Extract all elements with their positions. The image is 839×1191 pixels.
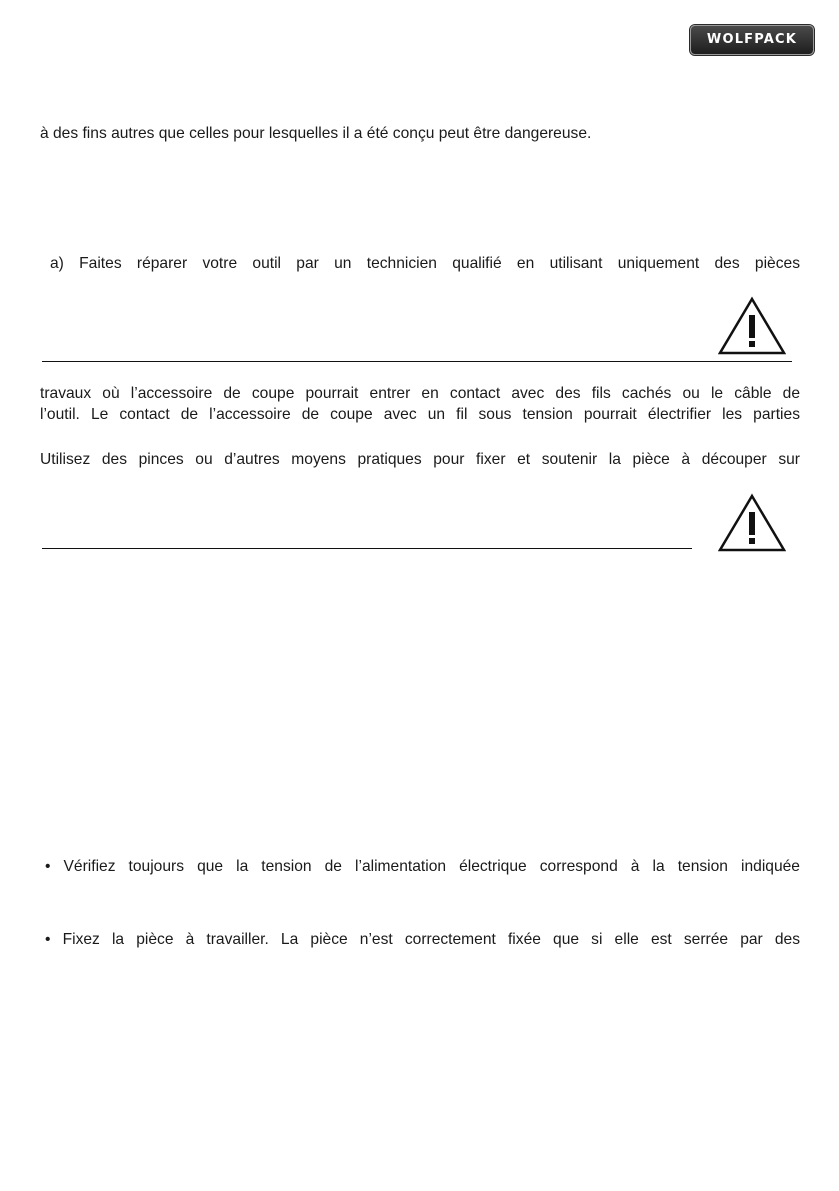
text-line-1: à des fins autres que celles pour lesquelles il a été conçu peut être dangereuse. — [40, 125, 592, 142]
warning-triangle-icon — [718, 296, 786, 356]
text-line-2: a) Faites réparer votre outil par un technicien qualifié en utilisant uniquement des pièces — [50, 255, 800, 272]
warning-triangle-icon — [718, 493, 786, 553]
bullet-line-1: • Vérifiez toujours que la tension de l’alimentation électrique correspond à la tension indiquée — [45, 858, 800, 875]
section-divider — [42, 361, 792, 362]
wolfpack-logo: WOLFPACK — [690, 25, 814, 55]
text-line-5: Utilisez des pinces ou d’autres moyens pratiques pour fixer et soutenir la pièce à découper sur — [40, 451, 800, 468]
text-line-4: l’outil. Le contact de l’accessoire de coupe avec un fil sous tension pourrait électrifier les parties — [40, 406, 800, 423]
bullet-line-2: • Fixez la pièce à travailler. La pièce n’est correctement fixée que si elle est serrée par des — [45, 931, 800, 948]
text-line-3: travaux où l’accessoire de coupe pourrait entrer en contact avec des fils cachés ou le câble de — [40, 385, 800, 402]
section-divider — [42, 548, 692, 549]
